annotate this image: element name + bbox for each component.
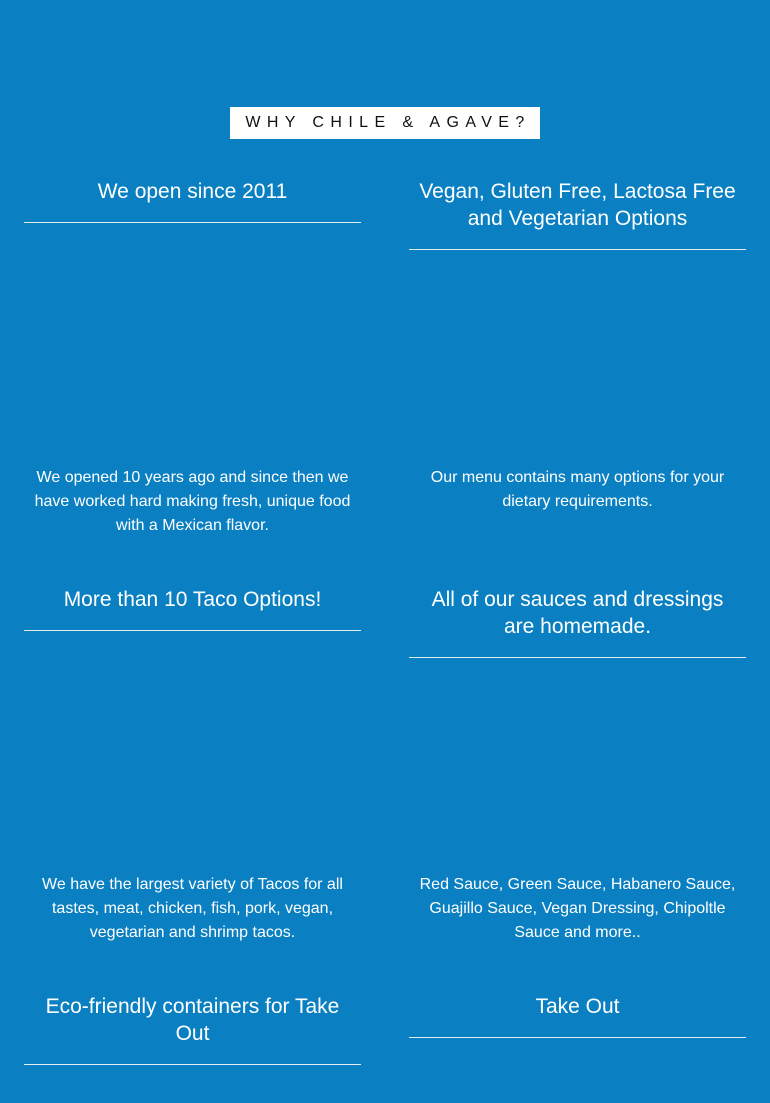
feature-text: Our menu contains many options for your dietary requirements. <box>430 469 725 510</box>
feature-divider <box>24 222 361 223</box>
feature-taco-options <box>24 586 361 941</box>
section-title: WHY CHILE & AGAVE? <box>230 107 540 139</box>
feature-divider <box>409 657 746 658</box>
feature-homemade-sauces <box>409 586 746 941</box>
feature-divider <box>24 1064 361 1065</box>
feature-title: Vegan, Gluten Free, Lactosa Free and Vegetarian Options <box>419 180 736 230</box>
feature-divider <box>409 1037 746 1038</box>
feature-text: We opened 10 years ago and since then we have worked hard making fresh, unique food with a Mexican flavor. <box>34 469 351 534</box>
feature-title: Eco-friendly containers for Take Out <box>45 995 340 1045</box>
feature-title: Take Out <box>535 995 620 1018</box>
feature-title: All of our sauces and dressings are homemade. <box>431 588 724 638</box>
feature-since-2011 <box>24 178 361 534</box>
feature-dietary-options <box>409 178 746 510</box>
feature-eco-containers <box>24 993 361 1047</box>
feature-title: More than 10 Taco Options! <box>63 588 322 611</box>
feature-text: We have the largest variety of Tacos for all tastes, meat, chicken, fish, pork, vegan, vegetarian and shrimp tacos. <box>42 876 343 941</box>
feature-title: We open since 2011 <box>97 180 288 203</box>
feature-divider <box>409 249 746 250</box>
feature-take-out <box>409 993 746 1020</box>
feature-divider <box>24 630 361 631</box>
feature-text: Red Sauce, Green Sauce, Habanero Sauce, Guajillo Sauce, Vegan Dressing, Chipoltle Sauce and more.. <box>419 876 736 941</box>
